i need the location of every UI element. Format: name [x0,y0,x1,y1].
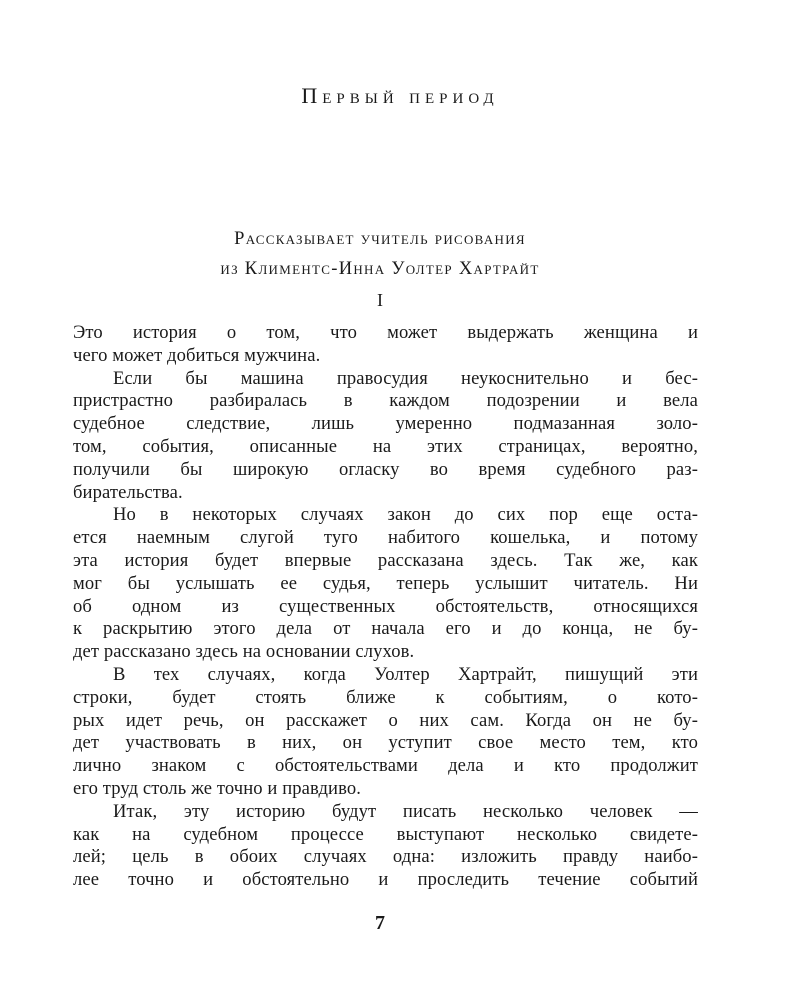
text-line: эта история будет впервые рассказана здесь. Так же, как [73,549,698,571]
text-line: рых идет речь, он расскажет о них сам. Когда он не бу- [73,709,698,731]
text-line: лей; цель в обоих случаях одна: изложить правду наибо- [73,846,698,868]
text-line: как на судебном процессе выступают несколько свидете- [73,823,698,845]
text-line: к раскрытию этого дела от начала его и до конца, не бу- [73,618,698,640]
text-line: ется наемным слугой туго набитого кошелька, и потому [73,527,698,549]
text-line: строки, будет стоять ближе к событиям, о кото- [73,686,698,708]
text-line: том, события, описанные на этих страницах, вероятно, [73,435,698,457]
text-line: получили бы широкую огласку во время судебного раз- [73,458,698,480]
page-number: 7 [375,912,385,934]
paragraph [73,322,698,368]
text-line: Итак, эту историю будут писать несколько человек — [113,800,698,822]
text-line: Но в некоторых случаях закон до сих пор еще оста- [113,504,698,526]
text-line: дет участвовать в них, он уступит свое место тем, кто [73,732,698,754]
text-line: его труд столь же точно и правдиво. [73,777,361,799]
section-number: I [377,290,383,310]
paragraph [73,368,698,505]
text-line: пристрастно разбиралась в каждом подозрении и вела [73,390,698,412]
text-line: мог бы услышать ее судья, теперь услышит читатель. Ни [73,572,698,594]
part-title: Первый период [301,83,499,108]
text-line: В тех случаях, когда Уолтер Хартрайт, пишущий эти [113,663,698,685]
text-line: Это история о том, что может выдержать женщина и [73,322,698,343]
text-line: лично знаком с обстоятельствами дела и кто продолжит [73,755,698,777]
text-line: чего может добиться мужчина. [73,344,321,366]
text-line: судебное следствие, лишь умеренно подмазанная золо- [73,413,698,435]
body-text [73,322,698,892]
text-line: Если бы машина правосудия неукоснительно и бес- [113,367,698,389]
chapter-heading-line: из Климентс-Инна Уолтер Хартрайт [220,259,540,279]
text-line: об одном из существенных обстоятельств, относящихся [73,595,698,617]
chapter-heading-line: Рассказывает учитель рисования [234,229,526,249]
paragraph [73,504,698,664]
chapter-heading [0,224,760,284]
paragraph [73,801,698,892]
text-line: дет рассказано здесь на основании слухов. [73,641,415,663]
text-line: бирательства. [73,481,183,503]
paragraph [73,664,698,801]
text-line: лее точно и обстоятельно и проследить течение событий [73,869,698,891]
